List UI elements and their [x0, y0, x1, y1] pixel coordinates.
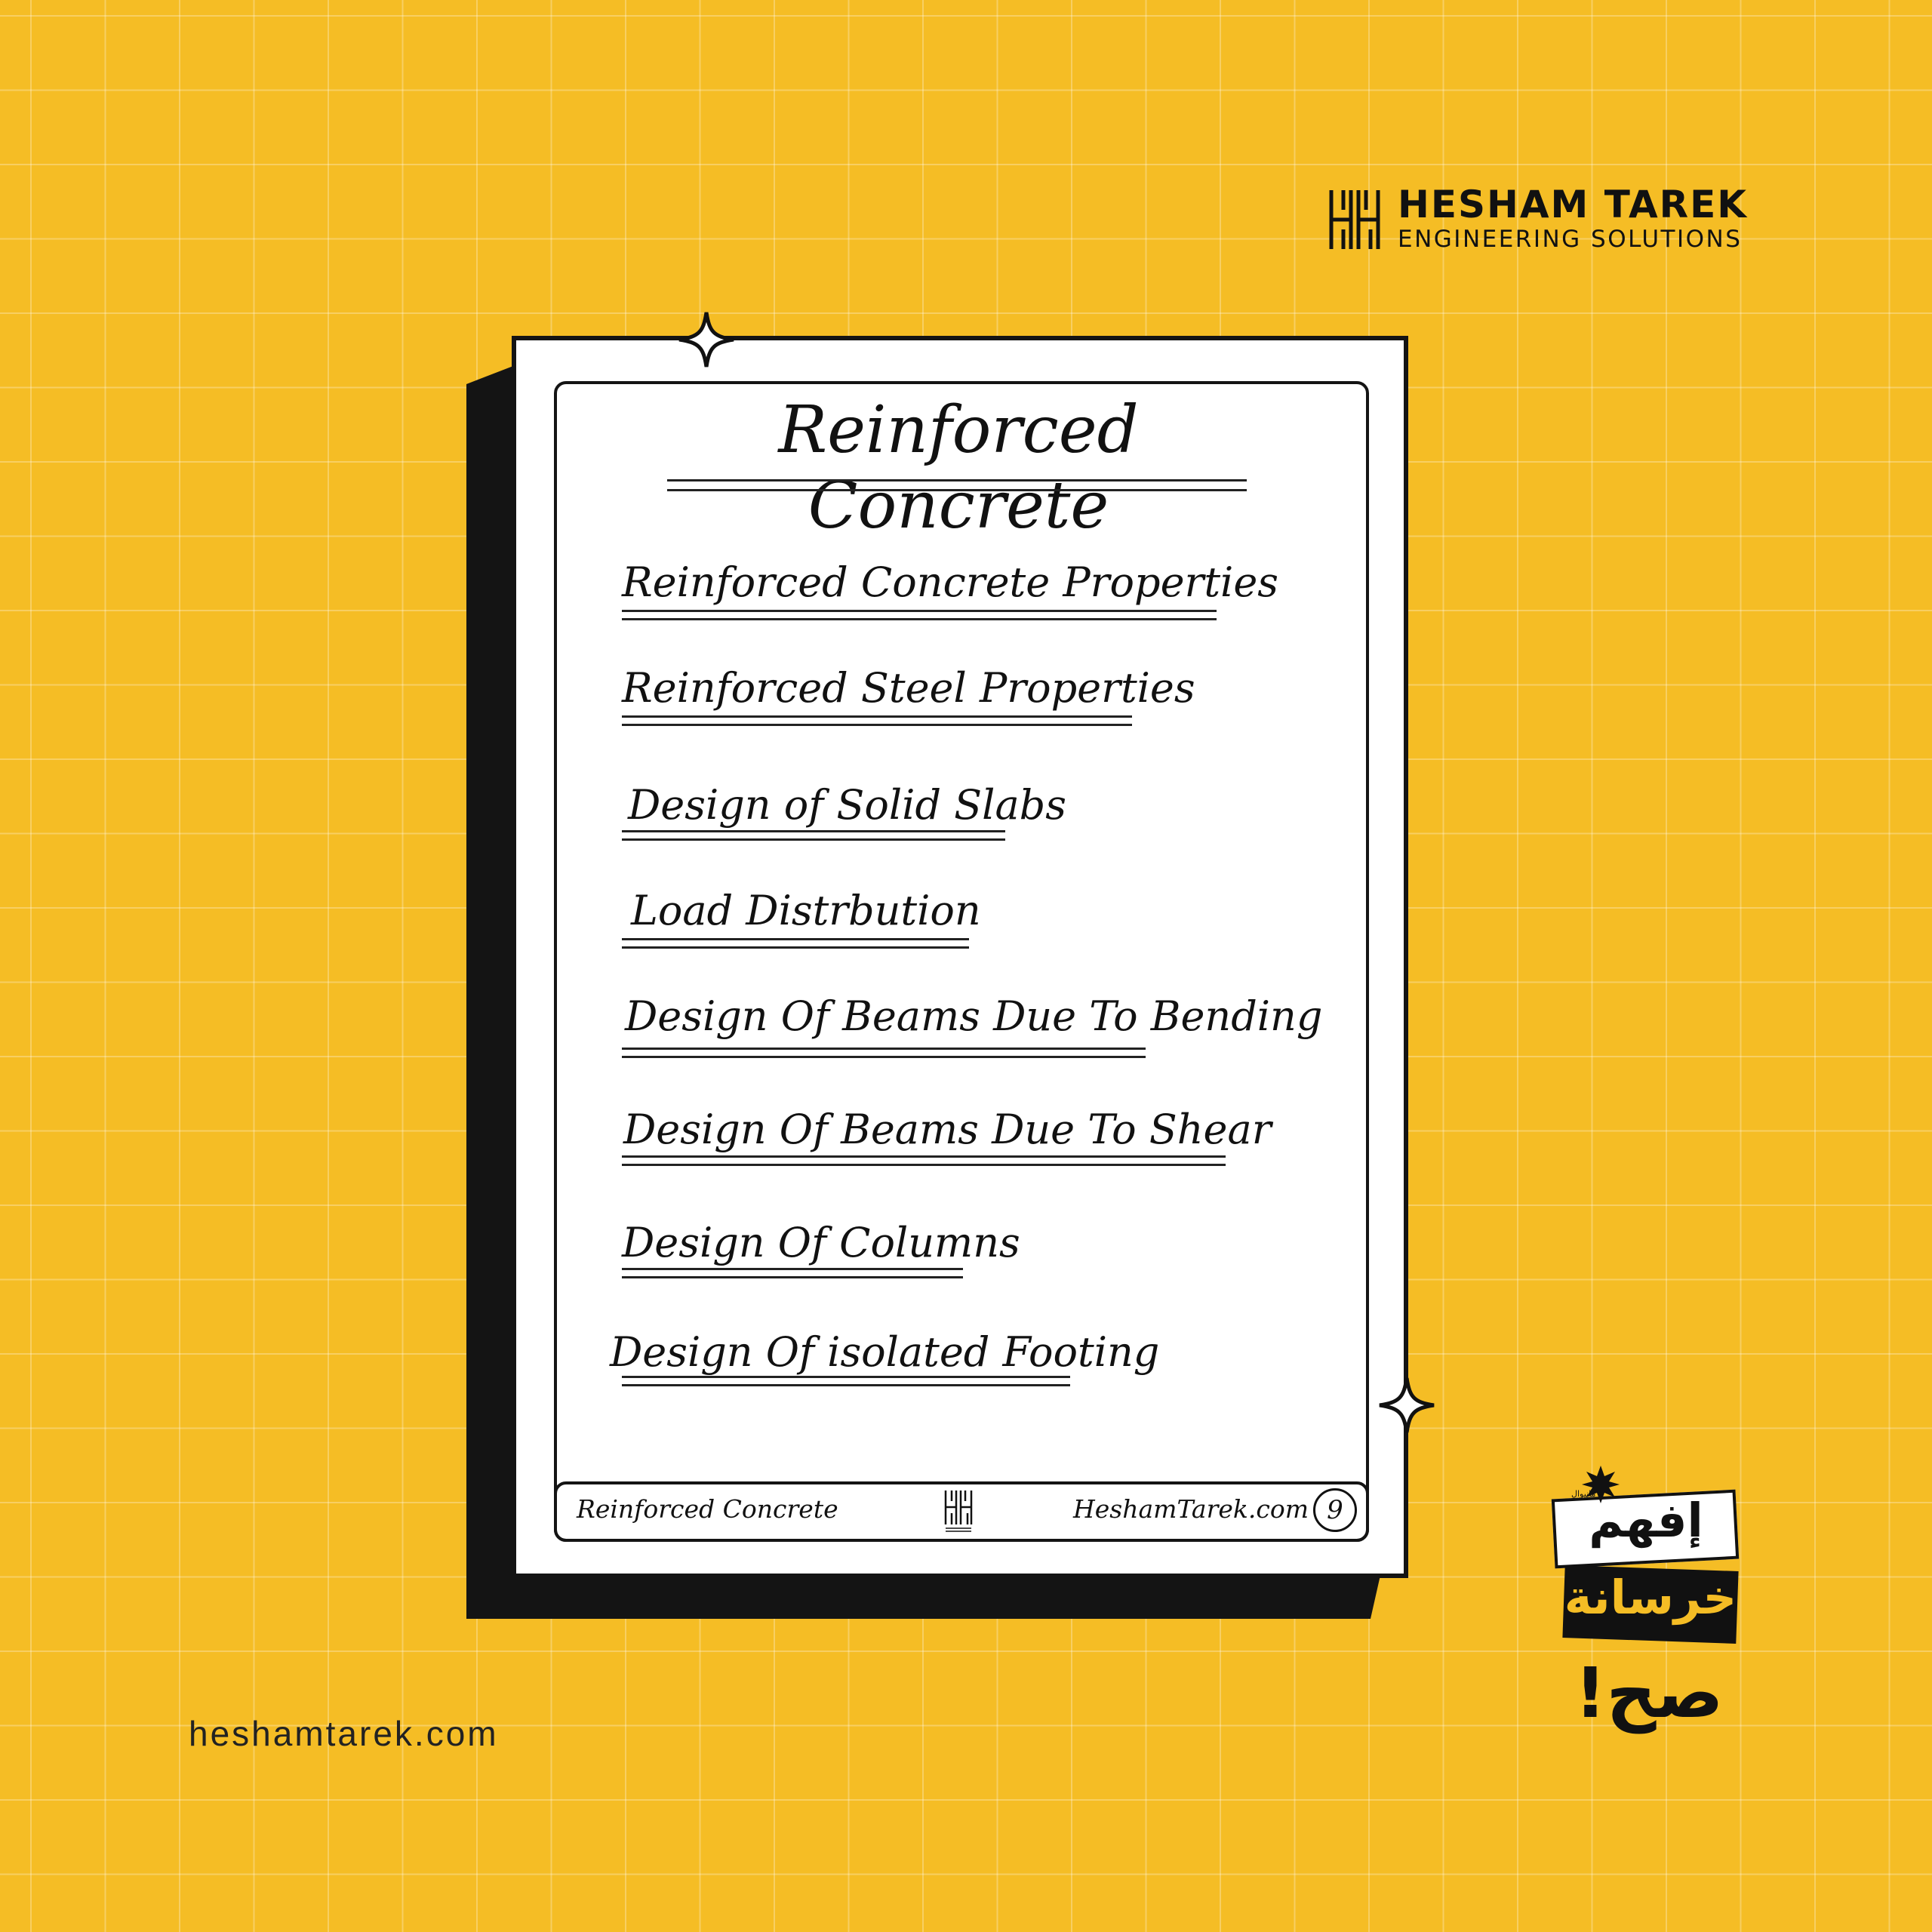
topic-item: Reinforced Concrete Properties [622, 558, 1278, 606]
topic-item: Design Of isolated Footing [610, 1328, 1160, 1376]
stamp-line-1: إفهم [1589, 1493, 1703, 1548]
topic-item: Design of Solid Slabs [628, 781, 1066, 829]
brand-monogram-icon [1328, 187, 1381, 252]
book-title: Reinforced Concrete [778, 392, 1139, 543]
topic-underline [622, 715, 1132, 726]
sparkle-icon [676, 309, 737, 370]
footer-monogram-icon [943, 1488, 974, 1534]
sparkle-icon [1377, 1375, 1437, 1435]
stamp-line-3: صح! [1574, 1653, 1724, 1734]
topic-item: Load Distrbution [631, 887, 981, 934]
topic-underline [622, 830, 1005, 841]
topic-item: Design Of Beams Due To Bending [625, 992, 1323, 1040]
footer-website: HeshamTarek.com [1073, 1494, 1309, 1524]
stamp-badge: مانيوال [1571, 1489, 1596, 1499]
brand-name: HESHAM TAREK [1398, 183, 1749, 226]
topic-underline [622, 938, 969, 949]
footer-book-title: Reinforced Concrete [577, 1494, 838, 1524]
brand-logo [1328, 185, 1748, 254]
topic-underline [622, 1048, 1146, 1058]
topic-underline [622, 610, 1217, 620]
topic-underline [622, 1376, 1070, 1386]
topic-item: Design Of Beams Due To Shear [623, 1106, 1272, 1153]
website-link[interactable]: heshamtarek.com [189, 1714, 499, 1753]
topic-item: Design Of Columns [622, 1219, 1020, 1266]
title-underline [667, 479, 1247, 491]
topic-underline [622, 1268, 963, 1278]
stamp-line-2: خرسانة [1564, 1570, 1737, 1625]
topic-item: Reinforced Steel Properties [622, 664, 1195, 712]
topic-underline [622, 1155, 1226, 1166]
page-number: 9 [1313, 1488, 1357, 1532]
brand-subtitle: ENGINEERING SOLUTIONS [1398, 226, 1743, 253]
